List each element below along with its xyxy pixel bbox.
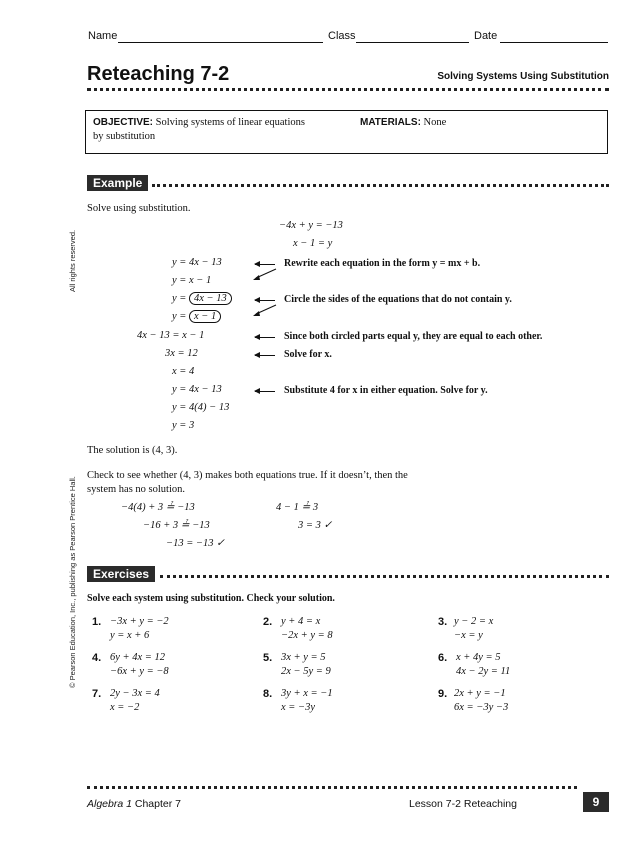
exercise-eq2: 4x − 2y = 11 <box>456 666 511 677</box>
example-tag: Example <box>87 175 148 191</box>
materials-label: MATERIALS: <box>360 117 421 128</box>
exercise-number: 8. <box>263 688 273 700</box>
system-eq-2: x − 1 = y <box>293 238 333 249</box>
exercises-divider <box>160 575 609 578</box>
class-label: Class <box>328 30 356 42</box>
exercise-eq1: 3x + y = 5 <box>281 652 326 663</box>
note-5: Substitute 4 for x in either equation. Solve for y. <box>284 385 488 396</box>
exercise-number: 7. <box>92 688 102 700</box>
exercise-eq1: y + 4 = x <box>281 616 321 627</box>
class-field[interactable] <box>356 42 469 43</box>
exercises-instruction: Solve each system using substitution. Check your solution. <box>87 593 335 604</box>
objective-line1 <box>93 117 305 128</box>
name-label: Name <box>88 30 118 42</box>
step-7: x = 4 <box>172 366 195 377</box>
exercise-eq2: x = −2 <box>110 702 140 713</box>
exercise-eq2: −2x + y = 8 <box>281 630 333 641</box>
name-field[interactable] <box>118 42 323 43</box>
check-right-1: 4 − 1 ≟ 3 <box>276 502 319 513</box>
footer-book <box>87 798 181 810</box>
check-left-3: −13 = −13 ✓ <box>166 538 225 549</box>
page-subtitle: Solving Systems Using Substitution <box>437 71 609 82</box>
note-4: Solve for x. <box>284 349 332 360</box>
check-text-2: system has no solution. <box>87 484 186 495</box>
exercise-number: 6. <box>438 652 448 664</box>
step-2: y = x − 1 <box>172 275 212 286</box>
objective-label: OBJECTIVE: <box>93 117 154 128</box>
step-5: 4x − 13 = x − 1 <box>137 330 205 341</box>
exercise-number: 3. <box>438 616 448 628</box>
copyright-text: © Pearson Education, Inc., publishing as Pearson Prentice Hall. <box>68 476 77 688</box>
step-6: 3x = 12 <box>165 348 198 359</box>
footer-book-title: Algebra 1 <box>87 798 132 810</box>
page-title: Reteaching 7-2 <box>87 63 230 85</box>
exercise-number: 4. <box>92 652 102 664</box>
arrow-4 <box>255 355 275 356</box>
exercise-number: 5. <box>263 652 273 664</box>
example-instruction: Solve using substitution. <box>87 203 191 214</box>
materials-value: None <box>423 117 447 128</box>
step-9: y = 4(4) − 13 <box>172 402 230 413</box>
arrow-5 <box>255 391 275 392</box>
check-text-1: Check to see whether (4, 3) makes both equations true. If it doesn’t, then the <box>87 470 408 481</box>
footer-divider <box>87 786 577 789</box>
check-left-2: −16 + 3 ≟ −13 <box>143 520 210 531</box>
step-4: y = x − 1 <box>172 311 221 322</box>
example-divider <box>152 184 609 187</box>
exercise-eq1: x + 4y = 5 <box>456 652 501 663</box>
step-1: y = 4x − 13 <box>172 257 222 268</box>
arrow-3 <box>255 337 275 338</box>
arrow-2 <box>255 300 275 301</box>
exercises-tag: Exercises <box>87 566 155 582</box>
exercise-eq2: y = x + 6 <box>110 630 150 641</box>
exercise-eq2: x = −3y <box>281 702 315 713</box>
exercise-number: 2. <box>263 616 273 628</box>
step-10: y = 3 <box>172 420 195 431</box>
step-3: y = 4x − 13 <box>172 293 232 304</box>
exercise-eq1: 6y + 4x = 12 <box>110 652 165 663</box>
diagonal-arrow-icon-2 <box>252 304 278 318</box>
note-1: Rewrite each equation in the form y = mx + b. <box>284 258 481 269</box>
footer-lesson: Lesson 7-2 Reteaching <box>409 798 517 810</box>
rights-text: All rights reserved. <box>68 229 77 292</box>
exercise-eq2: −6x + y = −8 <box>110 666 169 677</box>
exercise-eq2: −x = y <box>454 630 483 641</box>
page-number: 9 <box>583 792 609 812</box>
footer-chapter: Chapter 7 <box>131 798 181 810</box>
materials <box>360 117 446 128</box>
date-field[interactable] <box>500 42 608 43</box>
objective-text: Solving systems of linear equations <box>155 117 305 128</box>
system-eq-1: −4x + y = −13 <box>279 220 343 231</box>
exercise-eq1: 3y + x = −1 <box>281 688 333 699</box>
step-8: y = 4x − 13 <box>172 384 222 395</box>
exercise-eq2: 6x = −3y −3 <box>454 702 509 713</box>
exercise-eq2: 2x − 5y = 9 <box>281 666 331 677</box>
exercise-eq1: 2x + y = −1 <box>454 688 506 699</box>
title-divider <box>87 88 609 91</box>
note-3: Since both circled parts equal y, they are equal to each other. <box>284 331 543 342</box>
solution-text: The solution is (4, 3). <box>87 445 178 456</box>
circled-expression-2: x − 1 <box>189 310 221 323</box>
note-2: Circle the sides of the equations that do not contain y. <box>284 294 512 305</box>
arrow-1 <box>255 264 275 265</box>
exercise-number: 1. <box>92 616 102 628</box>
exercise-eq1: 2y − 3x = 4 <box>110 688 160 699</box>
exercise-eq1: −3x + y = −2 <box>110 616 169 627</box>
exercise-number: 9. <box>438 688 448 700</box>
exercise-eq1: y − 2 = x <box>454 616 494 627</box>
diagonal-arrow-icon <box>252 268 278 282</box>
date-label: Date <box>474 30 498 42</box>
check-right-2: 3 = 3 ✓ <box>298 520 333 531</box>
circled-expression-1: 4x − 13 <box>189 292 232 305</box>
objective-text-2: by substitution <box>93 131 156 142</box>
check-left-1: −4(4) + 3 ≟ −13 <box>121 502 195 513</box>
